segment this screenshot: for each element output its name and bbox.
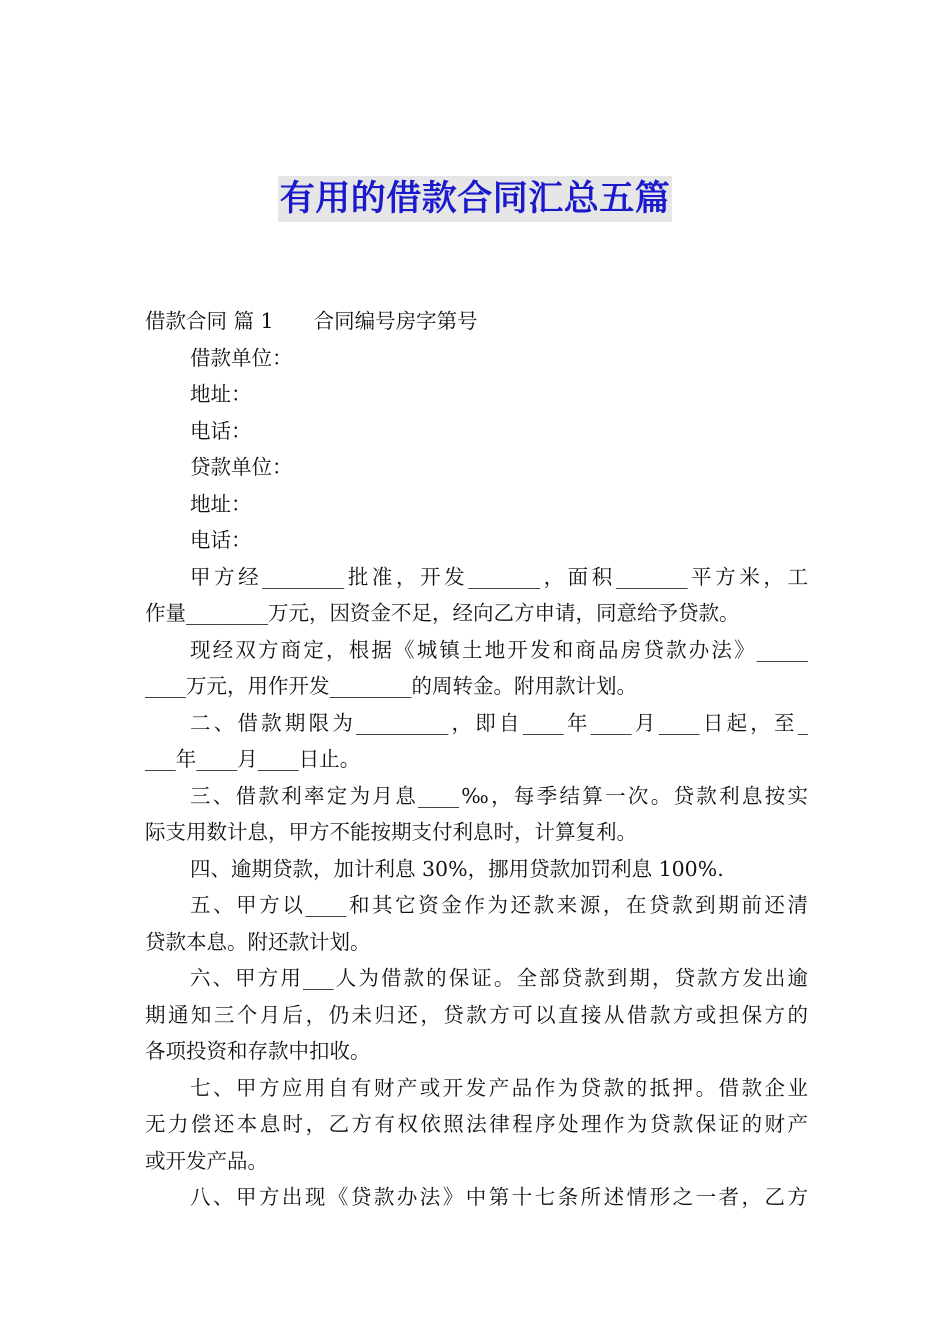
contract-header-line — [145, 303, 808, 340]
clause-seven-line: 无力偿还本息时，乙方有权依照法律程序处理作为贷款保证的财产 — [145, 1112, 808, 1136]
clause-six-line: 六、甲方用___人为借款的保证。全部贷款到期，贷款方发出逾 — [190, 966, 808, 990]
contract-number-label: 合同编号房字第号 — [313, 309, 478, 333]
lender-phone-field: 电话： — [190, 528, 252, 552]
clause-two-line: 二、借款期限为_________，即自____年____月____日起，至_ — [190, 710, 808, 735]
clause-six-line: 各项投资和存款中扣收。 — [145, 1039, 371, 1063]
clause-two-line: ___年____月____日止。 — [145, 747, 361, 771]
clause-four-line: 四、逾期贷款，加计利息 30%，挪用贷款加罚利息 100%. — [190, 856, 724, 881]
clause-eight-line: 八、甲方出现《贷款办法》中第十七条所述情形之一者，乙方 — [190, 1185, 808, 1209]
paragraph-line: ____万元，用作开发________的周转金。附用款计划。 — [145, 674, 637, 698]
document-title — [0, 176, 950, 222]
paragraph-line: 甲方经________批准，开发_______，面积_______平方米，工 — [190, 564, 808, 589]
clause-three-line: 际支用数计息，甲方不能按期支付利息时，计算复利。 — [145, 820, 637, 844]
clause-three-line: 三、借款利率定为月息____‰，每季结算一次。贷款利息按实 — [190, 783, 808, 808]
borrower-phone-field: 电话： — [190, 418, 252, 443]
clause-five-line: 五、甲方以____和其它资金作为还款来源，在贷款到期前还清 — [190, 893, 808, 917]
paragraph-line: 作量________万元，因资金不足，经向乙方申请，同意给予贷款。 — [145, 601, 740, 625]
clause-seven-line: 或开发产品。 — [145, 1148, 268, 1173]
contract-part-label: 借款合同 篇 1 — [145, 309, 274, 333]
lender-address-field: 地址： — [190, 491, 252, 516]
clause-five-line: 贷款本息。附还款计划。 — [145, 929, 371, 954]
document-title-text: 有用的借款合同汇总五篇 — [278, 176, 673, 222]
clause-six-line: 期通知三个月后，仍未归还，贷款方可以直接从借款方或担保方的 — [145, 1002, 808, 1027]
borrower-address-field: 地址： — [190, 382, 252, 406]
borrower-unit-field: 借款单位： — [190, 345, 293, 370]
lender-unit-field: 贷款单位： — [190, 455, 293, 479]
clause-seven-line: 七、甲方应用自有财产或开发产品作为贷款的抵押。借款企业 — [190, 1075, 808, 1100]
document-body — [145, 303, 808, 1216]
paragraph-line: 现经双方商定，根据《城镇土地开发和商品房贷款办法》_____ — [190, 637, 808, 662]
